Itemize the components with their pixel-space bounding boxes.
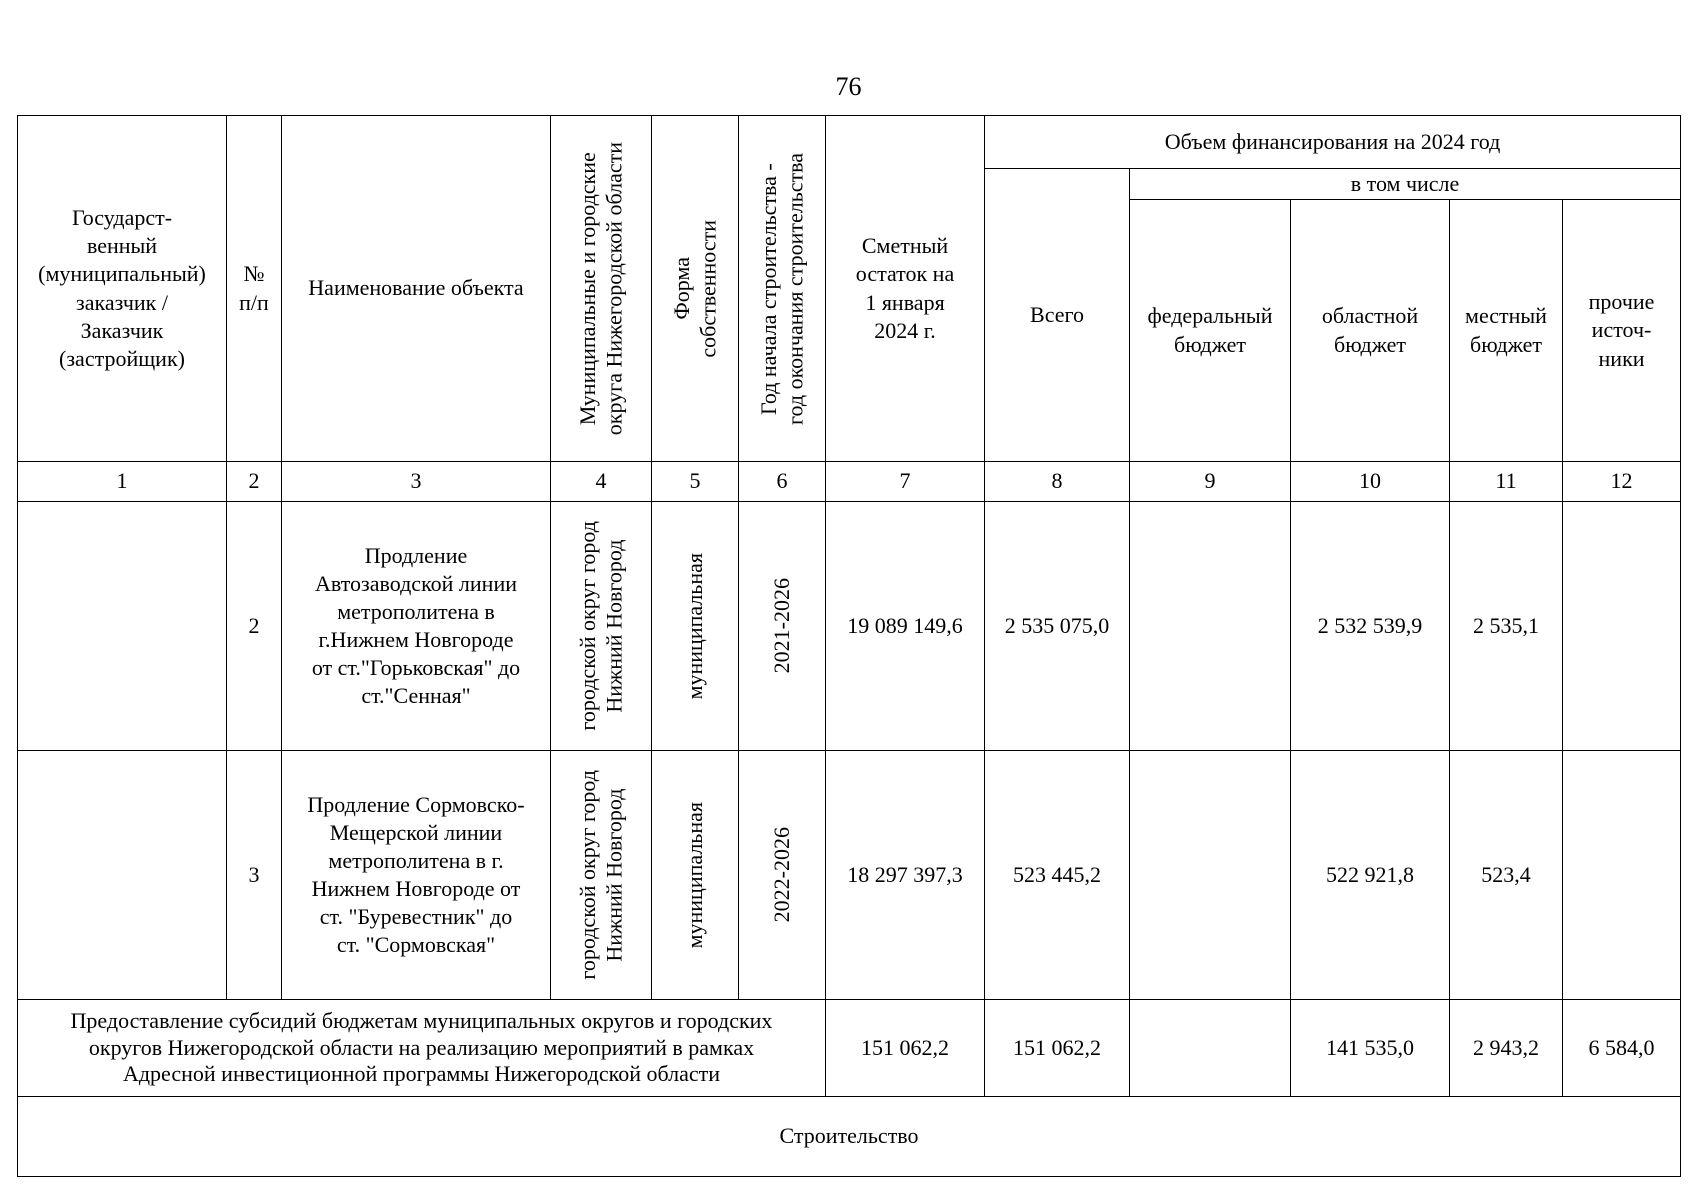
row-ownership <box>652 502 739 751</box>
header-financing: Объем финансирования на 2024 год <box>985 116 1681 169</box>
header-years-text: Год начала строительства - год окончания строительства <box>755 152 807 425</box>
table-row <box>18 502 1681 751</box>
row-federal <box>1130 502 1291 751</box>
row-estimate: 18 297 397,3 <box>826 751 985 1000</box>
column-number: 12 <box>1563 462 1681 502</box>
header-num: № п/п <box>227 116 282 462</box>
header-total: Всего <box>985 169 1130 462</box>
row-ownership-text: муниципальная <box>681 552 707 700</box>
header-ownership <box>652 116 739 462</box>
financing-table <box>17 115 1681 1177</box>
row-object-name: Продление Автозаводской линии метрополитена в г.Нижнем Новгороде от ст."Горьковская" до ст."Сенная" <box>282 502 551 751</box>
row-num: 3 <box>227 751 282 1000</box>
header-municipal-text: Муниципальные и городские округа Нижегородской области <box>574 141 626 436</box>
column-number: 3 <box>282 462 551 502</box>
header-object-name: Наименование объекта <box>282 116 551 462</box>
subsidy-federal <box>1130 1000 1291 1097</box>
column-number: 7 <box>826 462 985 502</box>
header-ownership-text: Форма собственности <box>668 219 720 358</box>
column-number: 8 <box>985 462 1130 502</box>
column-number: 1 <box>18 462 227 502</box>
row-years-text: 2022-2026 <box>768 827 794 923</box>
header-including: в том числе <box>1130 169 1681 200</box>
row-ownership-text: муниципальная <box>681 801 707 949</box>
row-total: 2 535 075,0 <box>985 502 1130 751</box>
table-row <box>18 751 1681 1000</box>
row-total: 523 445,2 <box>985 751 1130 1000</box>
row-customer <box>18 751 227 1000</box>
row-customer <box>18 502 227 751</box>
header-row-1 <box>18 116 1681 169</box>
header-years <box>739 116 826 462</box>
subsidy-total: 151 062,2 <box>985 1000 1130 1097</box>
row-other <box>1563 502 1681 751</box>
subsidy-estimate: 151 062,2 <box>826 1000 985 1097</box>
column-number: 11 <box>1450 462 1563 502</box>
row-local: 2 535,1 <box>1450 502 1563 751</box>
row-num: 2 <box>227 502 282 751</box>
row-local: 523,4 <box>1450 751 1563 1000</box>
row-years <box>739 751 826 1000</box>
column-number: 10 <box>1291 462 1450 502</box>
subsidy-label: Предоставление субсидий бюджетам муниципальных округов и городских округов Нижегородской области на реализацию мероприятий в рамках Адресной инвестиционной программы Нижегородской области <box>18 1000 826 1097</box>
column-number: 2 <box>227 462 282 502</box>
subsidy-regional: 141 535,0 <box>1291 1000 1450 1097</box>
subsidy-local: 2 943,2 <box>1450 1000 1563 1097</box>
header-local: местный бюджет <box>1450 200 1563 462</box>
row-other <box>1563 751 1681 1000</box>
row-regional: 2 532 539,9 <box>1291 502 1450 751</box>
column-number: 5 <box>652 462 739 502</box>
section-row <box>18 1097 1681 1177</box>
row-regional: 522 921,8 <box>1291 751 1450 1000</box>
column-numbers-row <box>18 462 1681 502</box>
row-object-name: Продление Сормовско- Мещерской линии метрополитена в г. Нижнем Новгороде от ст. "Буревестник" до ст. "Сормовская" <box>282 751 551 1000</box>
row-ownership <box>652 751 739 1000</box>
header-other: прочие источ- ники <box>1563 200 1681 462</box>
row-municipal-text: городской округ город Нижний Новгород <box>574 521 626 731</box>
header-federal: федеральный бюджет <box>1130 200 1291 462</box>
column-number: 4 <box>551 462 652 502</box>
section-title: Строительство <box>18 1097 1681 1177</box>
column-number: 9 <box>1130 462 1291 502</box>
row-federal <box>1130 751 1291 1000</box>
page-number: 76 <box>835 72 862 101</box>
column-number: 6 <box>739 462 826 502</box>
subsidy-other: 6 584,0 <box>1563 1000 1681 1097</box>
row-municipal <box>551 502 652 751</box>
header-customer: Государст- венный (муниципальный) заказчик / Заказчик (застройщик) <box>18 116 227 462</box>
header-estimate: Сметный остаток на 1 января 2024 г. <box>826 116 985 462</box>
row-years-text: 2021-2026 <box>768 578 794 674</box>
row-municipal-text: городской округ город Нижний Новгород <box>574 770 626 980</box>
header-municipal <box>551 116 652 462</box>
row-municipal <box>551 751 652 1000</box>
row-years <box>739 502 826 751</box>
subsidy-row <box>18 1000 1681 1097</box>
header-regional: областной бюджет <box>1291 200 1450 462</box>
row-estimate: 19 089 149,6 <box>826 502 985 751</box>
